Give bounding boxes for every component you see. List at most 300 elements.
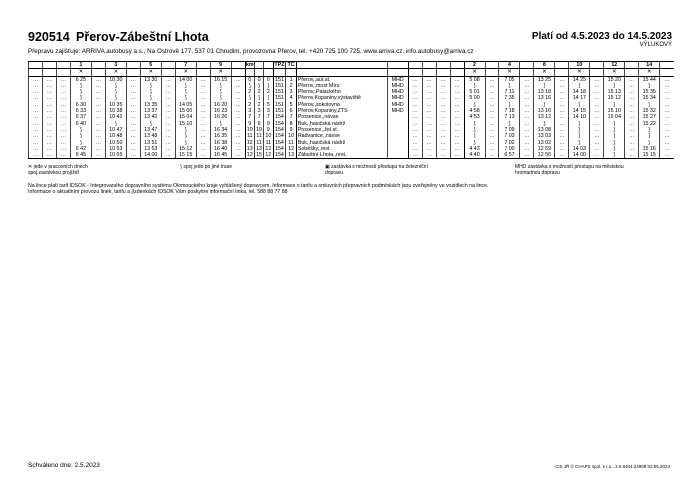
table-cell xyxy=(254,62,263,69)
table-cell: … xyxy=(196,83,210,89)
table-cell: ⟆ xyxy=(264,83,273,89)
table-cell: ✕ xyxy=(639,69,660,76)
table-cell: 6 42 xyxy=(70,146,91,152)
table-cell: ⟆ xyxy=(175,133,196,139)
table-cell: … xyxy=(485,121,499,127)
stop-name: Zábeštní Lhota,,rest. xyxy=(296,152,387,159)
table-cell: … xyxy=(660,140,674,146)
table-cell: ⟆ xyxy=(245,95,254,101)
table-cell: … xyxy=(485,146,499,152)
table-cell: … xyxy=(29,108,43,114)
table-cell: 14 xyxy=(639,62,660,69)
table-cell: … xyxy=(91,108,105,114)
table-cell: … xyxy=(161,127,175,133)
table-cell: km xyxy=(245,62,254,68)
table-cell: 12 xyxy=(246,152,253,159)
transfer-mark: MHD xyxy=(387,83,408,89)
table-cell: 6 40 xyxy=(70,121,91,127)
printer-info: CIS JŘ © CHAPS spol. s r.o., 3.0.8404.24909 02.05.2023 xyxy=(555,464,670,469)
table-cell: 6 57 xyxy=(499,152,520,159)
table-cell xyxy=(436,69,450,76)
table-cell: 6 33 xyxy=(70,108,91,114)
table-cell: 15 10 xyxy=(175,121,196,127)
table-cell: … xyxy=(29,121,43,127)
table-cell: 13 12 xyxy=(534,114,555,120)
table-cell: … xyxy=(436,140,450,146)
table-cell: … xyxy=(161,140,175,146)
table-cell: … xyxy=(590,152,604,159)
table-cell: ⟆ xyxy=(604,102,625,108)
table-cell: 15 12 xyxy=(604,95,625,101)
table-cell: 151 xyxy=(275,82,284,89)
table-cell: … xyxy=(422,121,436,127)
approval-date: Schváleno dne: 2.5.2023 xyxy=(28,462,100,469)
table-cell: ⟆ xyxy=(140,89,161,95)
table-cell: … xyxy=(520,133,534,139)
mhd-symbol: MHD xyxy=(515,164,527,170)
table-cell: … xyxy=(436,76,450,83)
line-number: 920514 xyxy=(28,30,70,44)
table-cell: … xyxy=(660,114,674,120)
table-cell: … xyxy=(436,133,450,139)
table-cell: 6 37 xyxy=(70,114,91,120)
table-cell: 9 xyxy=(286,127,296,133)
table-cell xyxy=(625,62,639,69)
table-cell: … xyxy=(555,146,569,152)
table-cell: … xyxy=(56,89,70,95)
table-cell: … xyxy=(555,152,569,159)
table-cell: ⟆ xyxy=(245,83,254,89)
table-cell: 13 16 xyxy=(534,95,555,101)
table-cell: 12 56 xyxy=(534,152,555,159)
legend-workdays xyxy=(28,164,88,176)
table-cell: … xyxy=(56,133,70,139)
table-cell: 154 xyxy=(275,139,284,146)
table-cell: ⟆ xyxy=(499,121,520,127)
table-cell: … xyxy=(231,114,245,120)
table-cell: … xyxy=(555,76,569,83)
table-cell: … xyxy=(408,127,422,133)
legend-rail xyxy=(325,164,435,176)
table-cell: … xyxy=(555,95,569,101)
table-cell: … xyxy=(625,127,639,133)
table-cell: … xyxy=(161,121,175,127)
table-cell: 10 50 xyxy=(105,140,126,146)
table-cell: 15 xyxy=(256,152,263,159)
table-cell: … xyxy=(450,89,464,95)
table-cell: … xyxy=(231,146,245,152)
table-cell: ⟆ xyxy=(569,133,590,139)
table-cell: 15 22 xyxy=(639,121,660,127)
table-cell xyxy=(520,62,534,69)
table-cell: 7 00 xyxy=(499,146,520,152)
table-cell: … xyxy=(91,152,105,159)
table-cell: … xyxy=(422,76,436,83)
table-cell: 16 15 xyxy=(210,76,231,83)
table-cell: … xyxy=(126,83,140,89)
table-cell: … xyxy=(161,102,175,108)
table-cell: 10 xyxy=(265,133,272,140)
stop-name: Buk,,hasičská nádrž xyxy=(296,121,387,127)
tariff-note: Na lince platí tarif IDSOK - Integrovaného dopravního systému Olomouckého kraje vyhlášený dopravcem. Informace o tarifu a smluvních přepravních podmínkách jsou zveřejněny ve vozidlech na lince. xyxy=(28,183,489,189)
table-cell: ⟆ xyxy=(639,140,660,146)
table-cell: ⟆ xyxy=(254,95,263,101)
table-cell: … xyxy=(436,108,450,114)
table-cell: … xyxy=(91,127,105,133)
other-route-icon: ⟆ xyxy=(180,164,182,170)
table-cell: 1 xyxy=(286,76,296,83)
table-cell: … xyxy=(520,95,534,101)
table-cell: 8 xyxy=(286,121,296,127)
table-cell: ⟆ xyxy=(639,127,660,133)
table-cell: … xyxy=(450,121,464,127)
table-cell xyxy=(520,69,534,76)
table-cell: 3 xyxy=(105,62,126,69)
table-cell: 4 40 xyxy=(464,152,485,159)
workdays-icon: ✕ xyxy=(28,164,33,170)
table-cell: … xyxy=(660,127,674,133)
table-cell xyxy=(660,69,674,76)
table-cell: 14 03 xyxy=(569,146,590,152)
table-cell: … xyxy=(42,127,56,133)
table-cell: 0 xyxy=(245,76,254,83)
table-cell: … xyxy=(555,108,569,114)
table-cell: … xyxy=(231,76,245,83)
table-cell: 15 00 xyxy=(175,108,196,114)
table-cell: … xyxy=(436,127,450,133)
table-cell: 15 13 xyxy=(604,89,625,95)
table-cell: … xyxy=(196,108,210,114)
table-cell: … xyxy=(196,146,210,152)
table-cell: ⟆ xyxy=(105,89,126,95)
table-cell xyxy=(126,62,140,69)
table-cell xyxy=(450,69,464,76)
table-cell: 10 30 xyxy=(105,76,126,83)
info-note: Informace o aktuálním provozu linek, tarifu a jízdenkách IDSOK Vám poskytne informační linka, tel. 588 88 77 88 xyxy=(28,189,288,195)
table-cell: … xyxy=(450,95,464,101)
table-cell: ⟆ xyxy=(604,133,625,139)
table-cell: 12 xyxy=(265,152,272,159)
table-cell: 154 xyxy=(275,126,284,133)
table-cell: … xyxy=(56,83,70,89)
table-cell xyxy=(196,69,210,76)
table-cell: … xyxy=(590,127,604,133)
table-cell: … xyxy=(91,114,105,120)
table-cell: … xyxy=(436,83,450,89)
table-cell: … xyxy=(196,140,210,146)
table-cell: 2 xyxy=(254,102,263,108)
table-cell: 10 48 xyxy=(105,133,126,139)
table-cell: … xyxy=(231,121,245,127)
table-cell: 15 15 xyxy=(175,152,196,159)
table-cell: … xyxy=(590,133,604,139)
table-cell: ⟆ xyxy=(70,127,91,133)
table-cell: 0 xyxy=(264,76,273,83)
table-cell: 13 18 xyxy=(534,89,555,95)
table-cell: … xyxy=(42,102,56,108)
table-cell: 11 xyxy=(256,139,262,146)
table-cell: ⟆ xyxy=(499,83,520,89)
table-cell: … xyxy=(231,133,245,139)
table-cell: 10 53 xyxy=(105,146,126,152)
table-cell: 151 xyxy=(275,95,284,102)
table-cell: 14 00 xyxy=(140,152,161,159)
table-cell: … xyxy=(660,108,674,114)
table-cell: ⟆ xyxy=(569,121,590,127)
table-cell: … xyxy=(660,76,674,83)
table-cell: … xyxy=(450,114,464,120)
table-cell: 6 25 xyxy=(70,76,91,83)
table-cell: 13 51 xyxy=(140,140,161,146)
table-cell: 3 xyxy=(286,89,296,95)
table-cell: … xyxy=(625,108,639,114)
table-cell: 14 25 xyxy=(569,76,590,83)
table-cell: 154 xyxy=(275,152,284,159)
table-cell: … xyxy=(161,146,175,152)
table-cell: … xyxy=(520,89,534,95)
table-cell: ⟆ xyxy=(70,89,91,95)
table-cell xyxy=(245,69,254,76)
table-cell: … xyxy=(56,108,70,114)
table-cell: … xyxy=(161,133,175,139)
table-cell: 151 xyxy=(275,108,284,115)
table-cell: ⟆ xyxy=(175,83,196,89)
table-cell: ✕ xyxy=(464,69,485,76)
table-cell: ⟆ xyxy=(254,83,263,89)
table-cell: … xyxy=(555,127,569,133)
table-cell: … xyxy=(56,146,70,152)
table-cell: 10 xyxy=(569,62,590,69)
table-cell: … xyxy=(126,76,140,83)
route-name: Přerov-Zábeštní Lhota xyxy=(76,30,209,44)
table-cell: ⟆ xyxy=(105,95,126,101)
table-cell: 2 xyxy=(464,62,485,69)
table-cell: … xyxy=(408,133,422,139)
table-cell: … xyxy=(660,133,674,139)
table-cell: … xyxy=(436,89,450,95)
table-cell: ⟆ xyxy=(534,121,555,127)
table-cell: … xyxy=(196,127,210,133)
table-cell: ✕ xyxy=(534,69,555,76)
stop-name: Buk,,hasičská nádrž xyxy=(296,140,387,146)
table-cell: … xyxy=(520,83,534,89)
table-cell: … xyxy=(450,140,464,146)
table-cell: … xyxy=(422,102,436,108)
table-cell: ⟆ xyxy=(210,83,231,89)
table-cell xyxy=(660,62,674,69)
table-cell: ⟆ xyxy=(569,83,590,89)
table-cell xyxy=(254,69,263,76)
table-cell: ✕ xyxy=(140,69,161,76)
table-cell: 5 xyxy=(264,102,273,108)
table-cell: ⟆ xyxy=(534,83,555,89)
table-cell xyxy=(485,69,499,76)
table-cell: 10 xyxy=(286,133,296,139)
table-cell: 1 xyxy=(70,62,91,69)
table-cell: … xyxy=(91,133,105,139)
table-cell: ⟆ xyxy=(464,127,485,133)
table-cell: 10 35 xyxy=(105,102,126,108)
table-cell: ⟆ xyxy=(175,140,196,146)
table-cell: ⟆ xyxy=(70,133,91,139)
table-cell: … xyxy=(42,121,56,127)
table-cell: 16 45 xyxy=(210,152,231,159)
table-cell: … xyxy=(29,76,43,83)
table-cell: … xyxy=(161,95,175,101)
table-cell: … xyxy=(231,152,245,159)
transfer-mark: MHD xyxy=(387,95,408,101)
table-cell: ⟆ xyxy=(464,83,485,89)
table-cell: 7 xyxy=(254,114,263,120)
table-cell: ✕ xyxy=(70,69,91,76)
table-cell: 2 xyxy=(264,89,273,95)
table-cell: 6 45 xyxy=(70,152,91,159)
table-cell: 3 xyxy=(254,108,263,114)
table-cell: 11 xyxy=(286,140,296,146)
table-cell: 4 58 xyxy=(464,108,485,114)
table-cell: 15 04 xyxy=(175,114,196,120)
table-cell: 7 03 xyxy=(499,133,520,139)
table-cell: … xyxy=(520,140,534,146)
table-cell: 14 15 xyxy=(569,108,590,114)
table-cell: ⟆ xyxy=(639,102,660,108)
table-cell: … xyxy=(231,102,245,108)
table-cell: TPZ xyxy=(274,62,285,68)
table-cell: 15 15 xyxy=(639,152,660,159)
table-cell: 14 00 xyxy=(175,76,196,83)
table-cell: 4 xyxy=(286,95,296,101)
table-cell: 7 xyxy=(286,114,296,120)
table-cell: ⟆ xyxy=(604,121,625,127)
table-cell: 15 35 xyxy=(639,89,660,95)
table-cell: ⟆ xyxy=(140,121,161,127)
table-cell: … xyxy=(42,114,56,120)
table-cell: … xyxy=(450,108,464,114)
table-cell: … xyxy=(56,152,70,159)
table-cell xyxy=(422,69,436,76)
table-cell: 7 35 xyxy=(499,95,520,101)
table-cell: … xyxy=(436,152,450,159)
table-cell: ⟆ xyxy=(105,121,126,127)
table-cell: … xyxy=(42,152,56,159)
table-cell: … xyxy=(625,95,639,101)
table-cell: … xyxy=(555,83,569,89)
table-cell xyxy=(29,69,43,76)
table-cell: ⟆ xyxy=(210,89,231,95)
table-cell: ✕ xyxy=(604,69,625,76)
table-cell: 5 08 xyxy=(464,76,485,83)
table-cell: ⟆ xyxy=(534,102,555,108)
table-cell: … xyxy=(436,95,450,101)
table-cell: 14 10 xyxy=(569,114,590,120)
table-cell: … xyxy=(42,95,56,101)
table-cell: … xyxy=(231,108,245,114)
transfer-mark xyxy=(387,69,408,76)
table-cell: … xyxy=(485,102,499,108)
table-cell: … xyxy=(56,140,70,146)
table-cell: … xyxy=(450,76,464,83)
table-cell: ⟆ xyxy=(604,140,625,146)
table-cell: … xyxy=(29,83,43,89)
table-cell: 15 32 xyxy=(639,108,660,114)
table-cell: … xyxy=(555,140,569,146)
table-cell: … xyxy=(91,95,105,101)
table-cell: … xyxy=(660,102,674,108)
table-cell: … xyxy=(196,102,210,108)
table-cell: 5 01 xyxy=(464,89,485,95)
table-cell: … xyxy=(29,127,43,133)
table-cell: ✕ xyxy=(175,69,196,76)
transfer-mark: MHD xyxy=(387,108,408,114)
table-cell: 5 xyxy=(286,102,296,108)
table-cell: … xyxy=(126,146,140,152)
table-cell: … xyxy=(196,76,210,83)
table-cell: … xyxy=(29,114,43,120)
transfer-mark: MHD xyxy=(387,89,408,95)
table-cell: 2 xyxy=(286,83,296,89)
table-cell: 13 03 xyxy=(534,133,555,139)
table-cell: … xyxy=(590,121,604,127)
legend-other-route-text: spoj jede po jiné trase xyxy=(183,164,232,170)
table-cell xyxy=(555,69,569,76)
table-cell xyxy=(42,62,56,69)
table-cell: 10 47 xyxy=(105,127,126,133)
table-cell: 13 xyxy=(256,145,263,152)
table-cell: 12 59 xyxy=(534,146,555,152)
table-row xyxy=(29,76,675,83)
table-cell xyxy=(264,69,273,76)
table-cell xyxy=(485,62,499,69)
table-cell: 5 xyxy=(140,62,161,69)
table-cell xyxy=(91,69,105,76)
table-cell: … xyxy=(231,83,245,89)
table-cell: 4 43 xyxy=(464,146,485,152)
table-cell: 16 23 xyxy=(210,108,231,114)
table-cell: … xyxy=(520,121,534,127)
table-cell: … xyxy=(29,146,43,152)
table-cell: … xyxy=(126,127,140,133)
table-cell: 13 16 xyxy=(534,108,555,114)
table-cell: … xyxy=(520,127,534,133)
table-cell: … xyxy=(42,83,56,89)
table-cell xyxy=(29,62,43,69)
table-cell: … xyxy=(520,108,534,114)
table-cell: … xyxy=(485,152,499,159)
table-cell: … xyxy=(161,89,175,95)
table-cell: … xyxy=(161,76,175,83)
table-cell: ✕ xyxy=(210,69,231,76)
table-cell: … xyxy=(590,108,604,114)
table-cell: TČ xyxy=(287,62,295,68)
table-cell: 0 xyxy=(254,76,263,83)
table-cell: … xyxy=(590,95,604,101)
table-cell: 15 27 xyxy=(639,114,660,120)
table-cell: … xyxy=(126,102,140,108)
table-cell: … xyxy=(450,102,464,108)
table-cell: … xyxy=(485,89,499,95)
table-cell: … xyxy=(625,76,639,83)
table-cell: … xyxy=(450,83,464,89)
table-cell xyxy=(264,62,273,69)
table-cell: … xyxy=(29,89,43,95)
table-cell: … xyxy=(231,89,245,95)
table-cell: … xyxy=(29,140,43,146)
table-cell: ⟆ xyxy=(604,152,625,159)
legend-mhd xyxy=(515,164,645,176)
table-cell: … xyxy=(625,133,639,139)
table-cell: … xyxy=(520,114,534,120)
table-cell: 13 08 xyxy=(534,127,555,133)
